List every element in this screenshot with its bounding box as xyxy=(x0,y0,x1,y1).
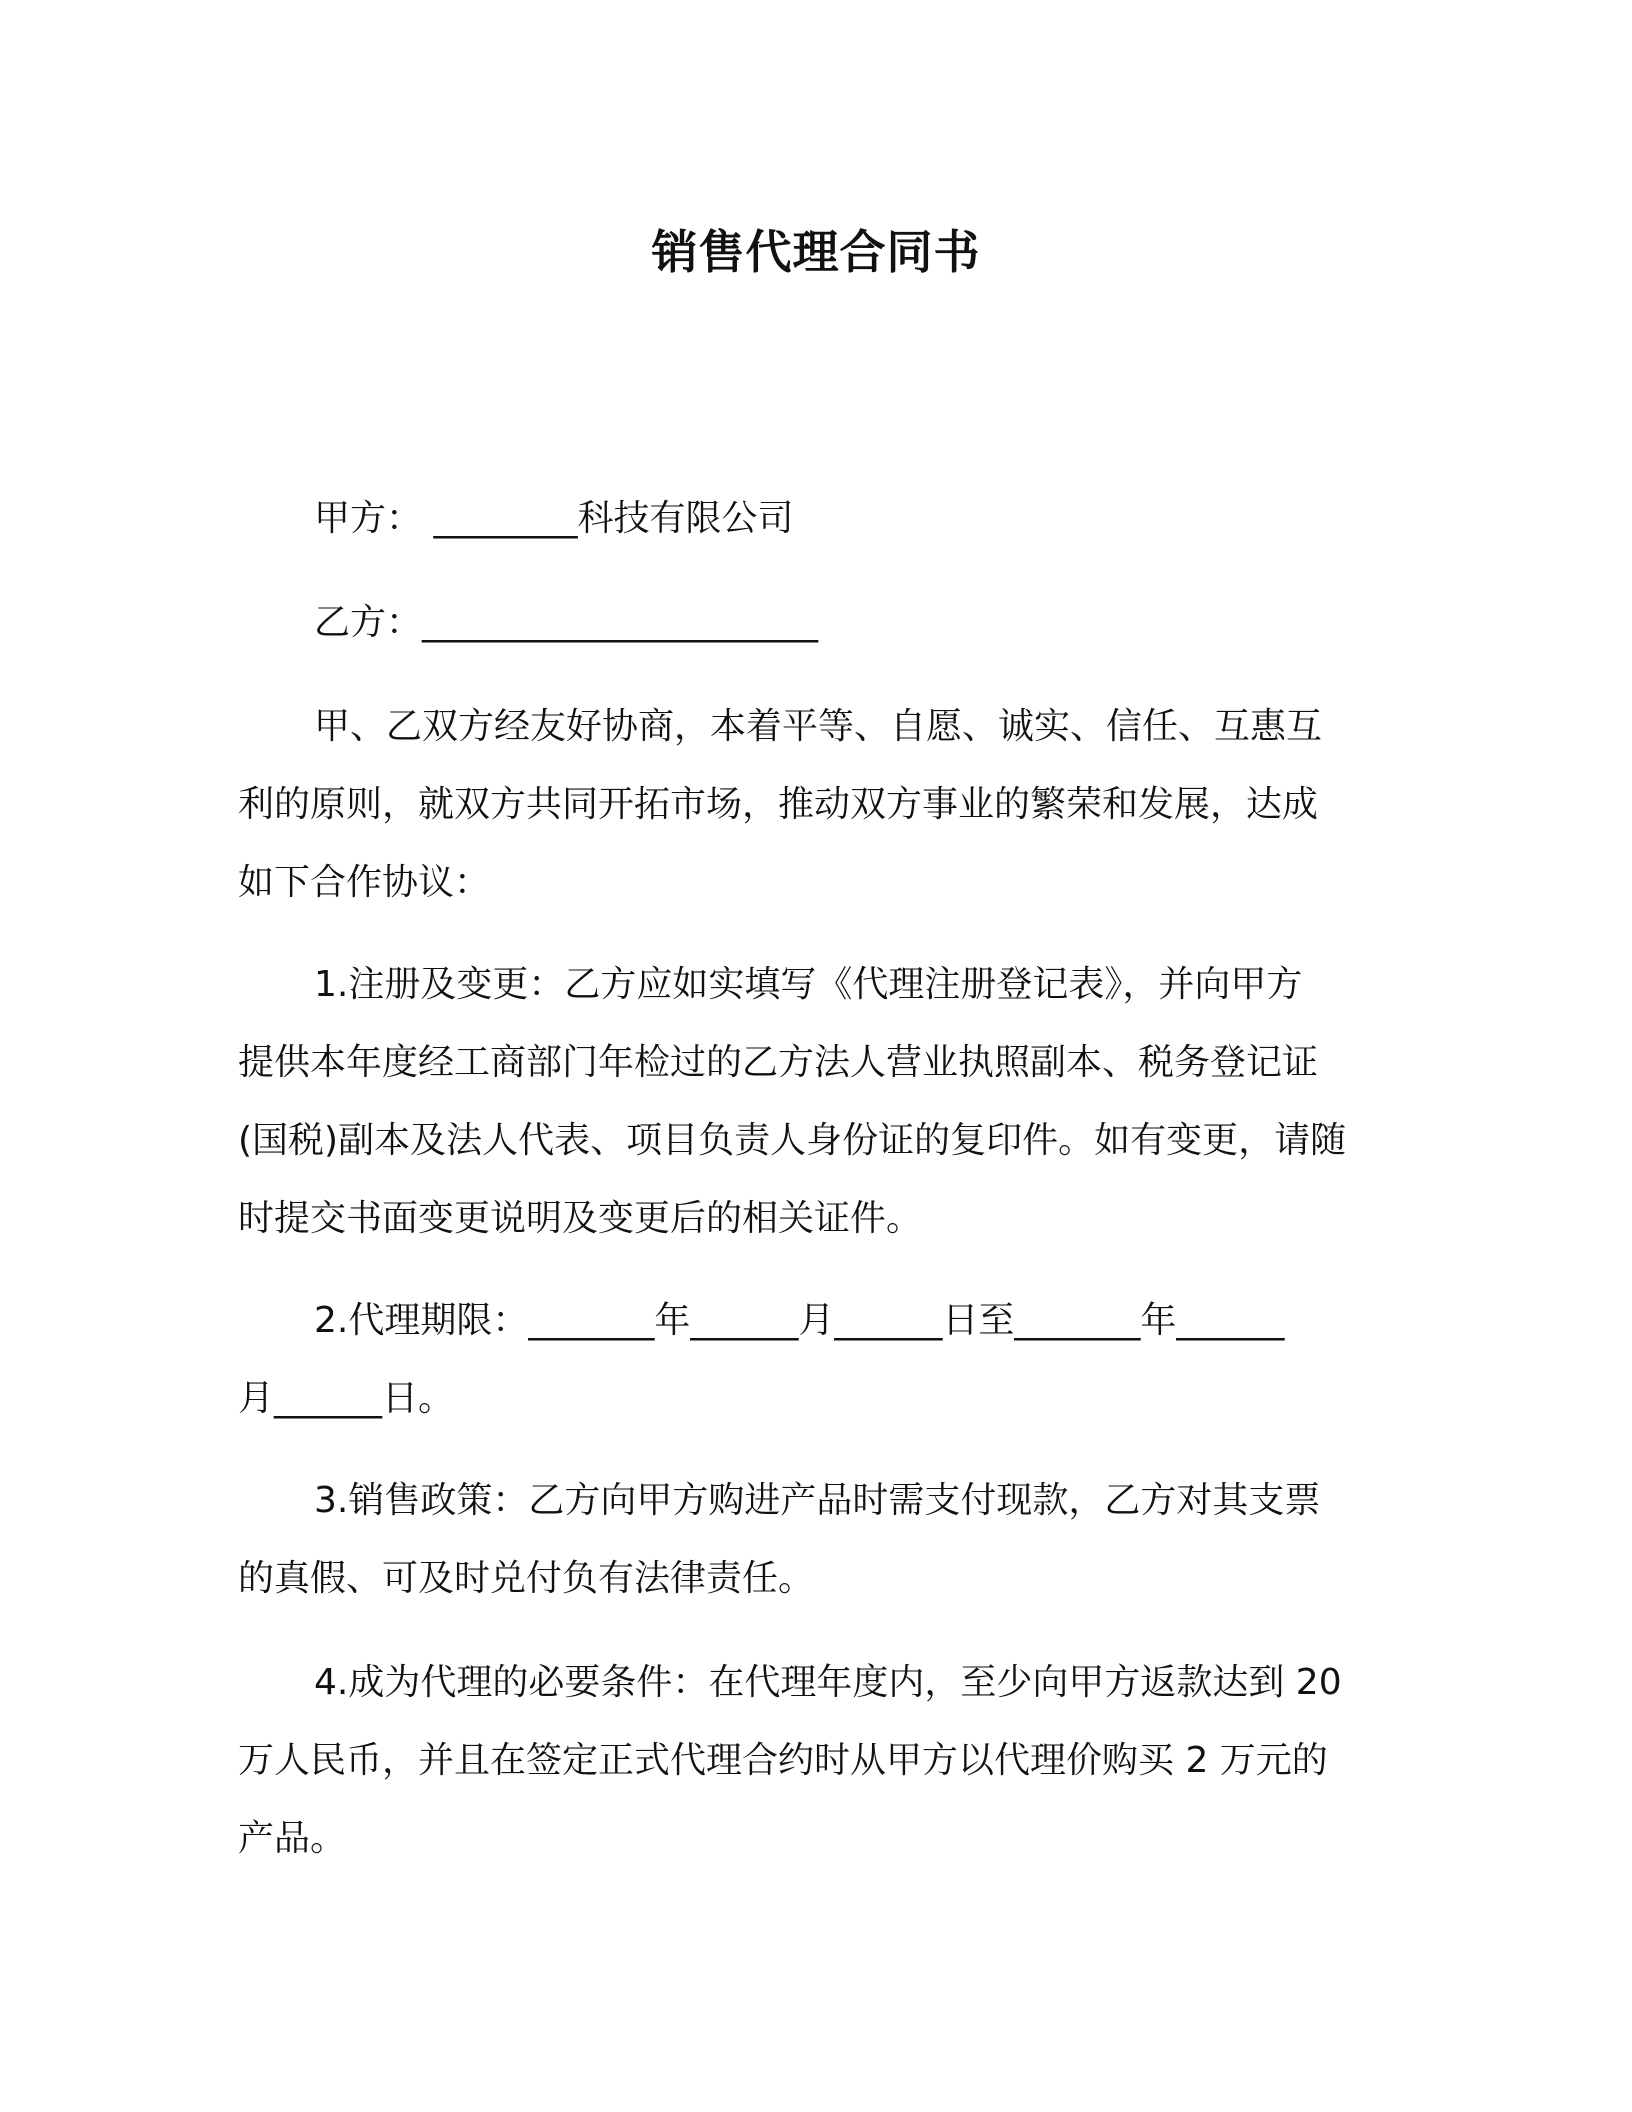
clause-2-line-1: 2.代理期限：_______年______月______日至_______年______ xyxy=(314,1300,1285,1341)
clause-1-line-4: 时提交书面变更说明及变更后的相关证件。 xyxy=(238,1198,923,1239)
clause-1-line-1: 1.注册及变更：乙方应如实填写《代理注册登记表》，并向甲方 xyxy=(314,964,1303,1005)
clause-3-line-2: 的真假、可及时兑付负有法律责任。 xyxy=(238,1558,815,1599)
clause-1-line-2: 提供本年度经工商部门年检过的乙方法人营业执照副本、税务登记证 xyxy=(238,1042,1319,1083)
clause-2-line-2: 月______日。 xyxy=(238,1378,455,1419)
clause-1-line-3: (国税)副本及法人代表、项目负责人身份证的复印件。如有变更，请随 xyxy=(238,1120,1347,1161)
party-a-line: 甲方： ________科技有限公司 xyxy=(314,498,794,539)
clause-4-line-2: 万人民币，并且在签定正式代理合约时从甲方以代理价购买 2 万元的 xyxy=(238,1740,1328,1781)
document-title: 销售代理合同书 xyxy=(651,225,981,279)
intro-line-1: 甲、乙双方经友好协商，本着平等、自愿、诚实、信任、互惠互 xyxy=(314,706,1323,747)
intro-line-3: 如下合作协议： xyxy=(238,862,491,903)
party-b-line: 乙方：______________________ xyxy=(314,602,819,643)
clause-3-line-1: 3.销售政策：乙方向甲方购进产品时需支付现款，乙方对其支票 xyxy=(314,1480,1321,1521)
intro-line-2: 利的原则，就双方共同开拓市场，推动双方事业的繁荣和发展，达成 xyxy=(238,784,1319,825)
clause-4-line-1: 4.成为代理的必要条件：在代理年度内，至少向甲方返款达到 20 xyxy=(314,1662,1342,1703)
clause-4-line-3: 产品。 xyxy=(238,1818,347,1859)
